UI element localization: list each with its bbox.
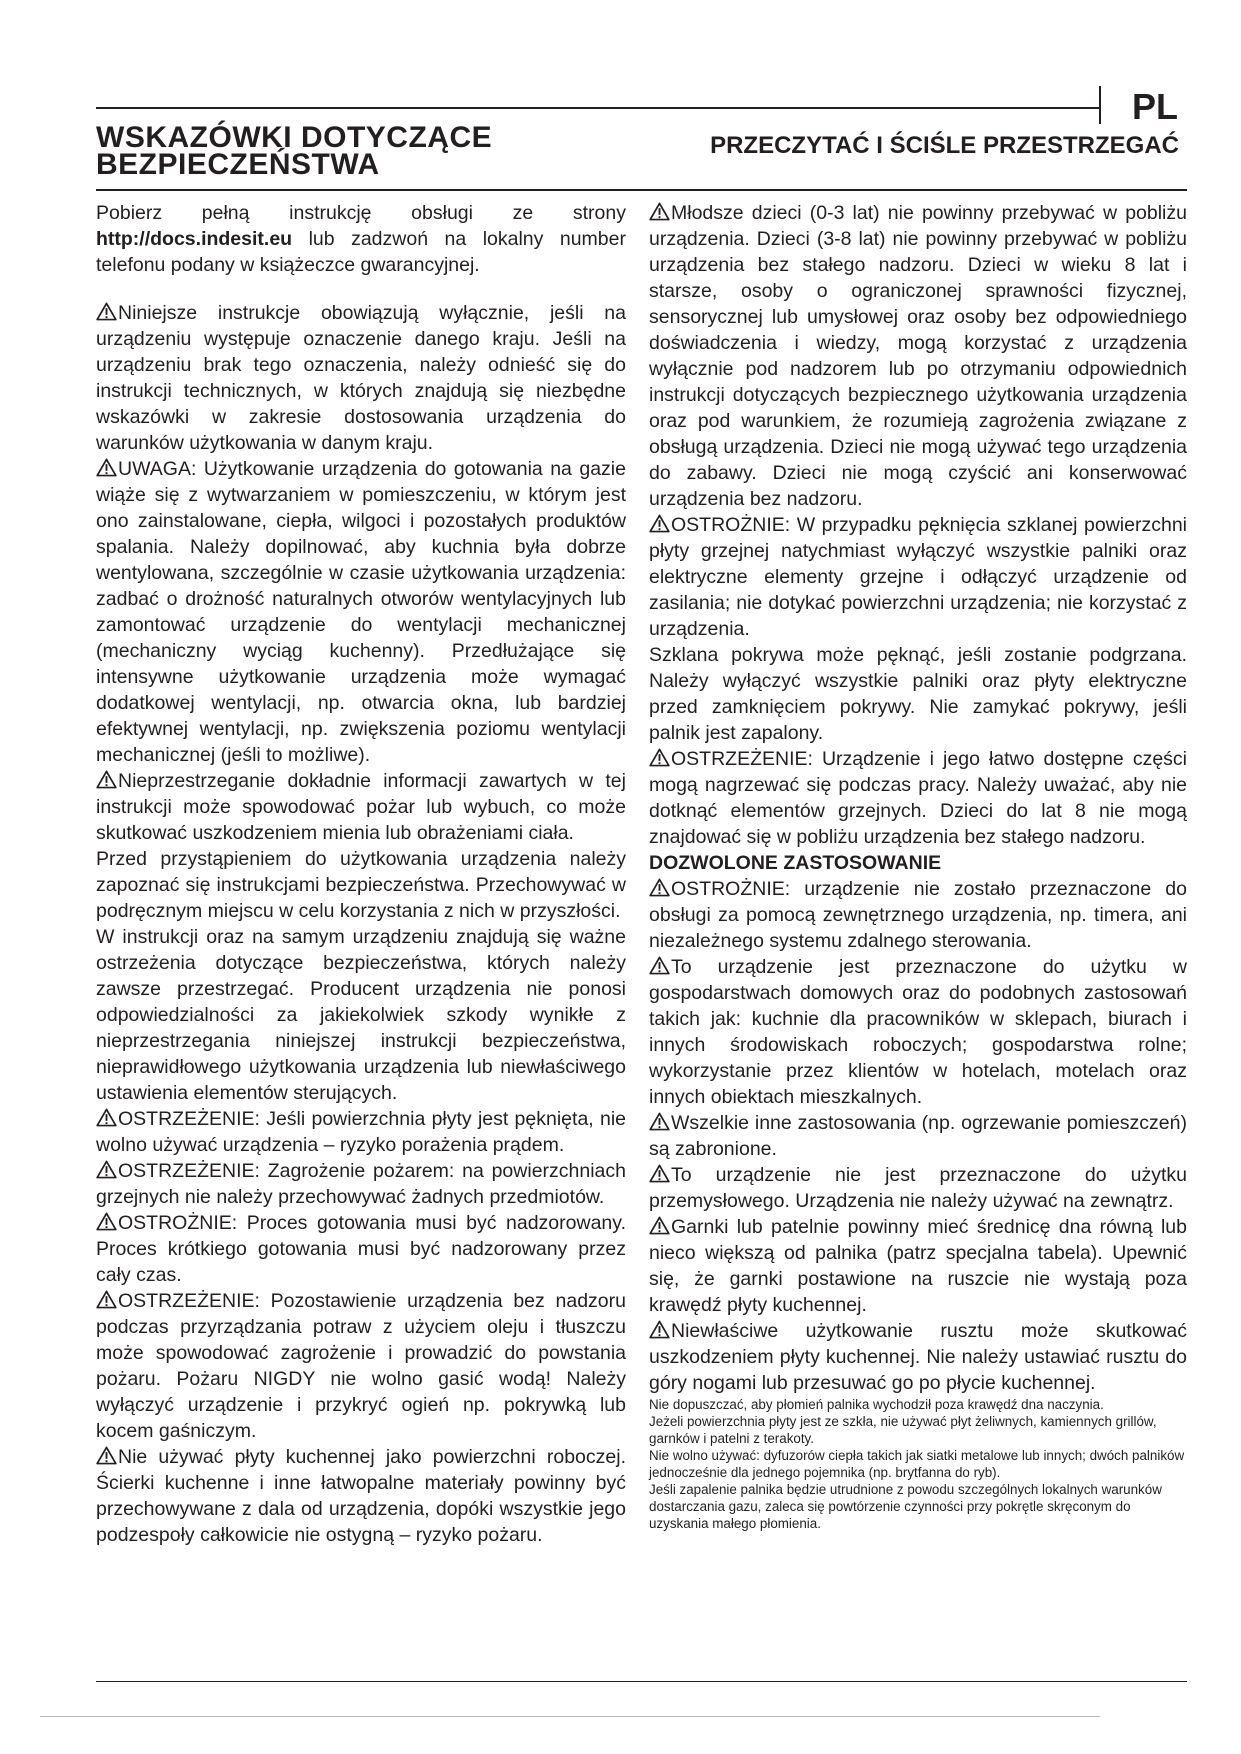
text: Nieprzestrzeganie dokładnie informacji zawartych w tej instrukcji może spowodować pożar lub wybuch, co może skutkować uszkodzeniem mienia lub obrażeniami ciała. <box>96 770 626 844</box>
docs-link[interactable]: http://docs.indesit.eu <box>96 228 293 250</box>
paragraph: Przed przystąpieniem do użytkowania urządzenia należy zapoznać się instrukcjami bezpieczeństwa. Przechowywać w podręcznym miejscu w celu korzystania z nich w przyszłości. <box>96 848 626 922</box>
text: Nie używać płyty kuchennej jako powierzchni roboczej. Ścierki kuchenne i inne łatwopalne materiały powinny być przechowywane z dala od urządzenia, dopóki wszystkie jego podzespoły całkowicie nie ostygną – ryzyko pożaru. <box>96 1446 626 1546</box>
warning-paragraph <box>96 300 626 456</box>
warning-icon <box>96 1290 117 1309</box>
text: OSTROŻNIE: urządzenie nie zostało przeznaczone do obsługi za pomocą zewnętrznego urządzenia, np. timera, ani niezależnego systemu zdalnego sterowania. <box>649 878 1187 952</box>
text: OSTROŻNIE: Proces gotowania musi być nadzorowany. Proces krótkiego gotowania musi być nadzorowany przez cały czas. <box>96 1212 626 1286</box>
warning-paragraph <box>96 456 626 768</box>
warning-icon <box>96 1212 117 1231</box>
warning-icon <box>649 1164 670 1183</box>
warning-paragraph <box>649 1110 1187 1162</box>
right-column <box>649 200 1187 1532</box>
page-subtitle: PRZECZYTAĆ I ŚCIŚLE PRZESTRZEGAĆ <box>710 132 1179 159</box>
paragraph: Szklana pokrywa może pęknąć, jeśli zostanie podgrzana. Należy wyłączyć wszystkie palniki oraz płyty elektryczne przed zamknięciem pokrywy. Nie zamykać pokrywy, jeśli palnik jest zapalony. <box>649 644 1187 744</box>
page-title-line2: BEZPIECZEŃSTWA <box>96 148 380 181</box>
bottom-rule <box>96 1681 1187 1682</box>
warning-paragraph <box>649 1162 1187 1214</box>
warning-icon <box>649 1216 670 1235</box>
paragraph: W instrukcji oraz na samym urządzeniu znajdują się ważne ostrzeżenia dotyczące bezpieczeństwa, których należy zawsze przestrzegać. Producent urządzenia nie ponosi odpowiedzialności za jakiekolwiek szkody wynikłe z nieprzestrzegania niniejszej instrukcji bezpieczeństwa, nieprawidłowego użytkowania urządzenia lub niewłaściwego ustawienia elementów sterujących. <box>96 926 626 1104</box>
text: UWAGA: Użytkowanie urządzenia do gotowania na gazie wiąże się z wytwarzaniem w pomieszczeniu, w którym jest ono zainstalowane, ciepła, wilgoci i pozostałych produktów spalania. Należy dopilnować, aby kuchnia była dobrze wentylowana, szczególnie w czasie użytkowania urządzenia: zadbać o drożność naturalnych otworów wentylacyjnych lub zamontować urządzenie do wentylacji mechanicznej (mechaniczny wyciąg kuchenny). Przedłużające się intensywne użytkowanie urządzenia może wymagać dodatkowej wentylacji, np. otwarcia okna, lub bardziej efektywnej wentylacji, np. zwiększenia poziomu wentylacji mechanicznej (jeśli to możliwe). <box>96 458 626 766</box>
text: Młodsze dzieci (0-3 lat) nie powinny przebywać w pobliżu urządzenia. Dzieci (3-8 lat) nie powinny przebywać w pobliżu urządzenia bez stałego nadzoru. Dzieci w wieku 8 lat i starsze, osoby o ograniczonej sprawności fizycznej, sensorycznej lub umysłowej oraz osoby bez odpowiedniego doświadczenia i wiedzy, mogą korzystać z urządzenia wyłącznie pod nadzorem lub po otrzymaniu odpowiednich instrukcji dotyczących bezpiecznego użytkowania urządzenia oraz pod warunkiem, że rozumieją zagrożenia związane z obsługą urządzenia. Dzieci nie mogą używać tego urządzenia do zabawy. Dzieci nie mogą czyścić ani konserwować urządzenia bez nadzoru. <box>649 202 1187 510</box>
warning-icon <box>96 302 117 321</box>
warning-icon <box>649 956 670 975</box>
page-title <box>96 121 493 181</box>
text: Niewłaściwe użytkowanie rusztu może skutkować uszkodzeniem płyty kuchennej. Nie należy ustawiać rusztu do góry nogami lub przesuwać go po płycie kuchennej. <box>649 1320 1187 1394</box>
warning-icon <box>96 1446 117 1465</box>
warning-icon <box>649 202 670 221</box>
page-title-line1: WSKAZÓWKI DOTYCZĄCE <box>96 121 493 154</box>
text: To urządzenie nie jest przeznaczone do użytku przemysłowego. Urządzenia nie należy używać na zewnątrz. <box>649 1164 1187 1212</box>
text: OSTRZEŻENIE: Jeśli powierzchnia płyty jest pęknięta, nie wolno używać urządzenia – ryzyko porażenia prądem. <box>96 1108 626 1156</box>
warning-icon <box>649 878 670 897</box>
warning-icon <box>96 458 117 477</box>
download-paragraph <box>96 200 626 278</box>
footer-line <box>40 1716 1100 1717</box>
warning-icon <box>96 770 117 789</box>
warning-paragraph <box>649 512 1187 642</box>
section-heading: DOZWOLONE ZASTOSOWANIE <box>649 852 942 874</box>
small-note: Nie wolno używać: dyfuzorów ciepła takich jak siatki metalowe lub innych; dwóch palników jednocześnie dla jednego pojemnika (np. brytfanna do ryb). <box>649 1448 1185 1480</box>
top-rule <box>96 107 1100 109</box>
text: OSTRZEŻENIE: Urządzenie i jego łatwo dostępne części mogą nagrzewać się podczas pracy. Należy uważać, aby nie dotknąć elementów grzejnych. Dzieci do lat 8 nie mogą znajdować się w pobliżu urządzenia bez stałego nadzoru. <box>649 748 1187 848</box>
warning-paragraph <box>96 1444 626 1548</box>
left-column <box>96 200 626 1548</box>
warning-paragraph <box>649 954 1187 1110</box>
text: OSTROŻNIE: W przypadku pęknięcia szklanej powierzchni płyty grzejnej natychmiast wyłączyć wszystkie palniki oraz elektryczne elementy grzejne i odłączyć urządzenie od zasilania; nie dotykać powierzchni urządzenia; nie korzystać z urządzenia. <box>649 514 1187 640</box>
warning-icon <box>649 1320 670 1339</box>
text: OSTRZEŻENIE: Zagrożenie pożarem: na powierzchniach grzejnych nie należy przechowywać żadnych przedmiotów. <box>96 1160 626 1208</box>
warning-paragraph <box>649 1214 1187 1318</box>
warning-icon <box>96 1160 117 1179</box>
small-note: Jeżeli powierzchnia płyty jest ze szkła, nie używać płyt żeliwnych, kamiennych grillów, garnków i patelni z terakoty. <box>649 1414 1157 1446</box>
header-vertical-rule <box>1099 86 1101 124</box>
text: Garnki lub patelnie powinny mieć średnicę dna równą lub nieco większą od palnika (patrz specjalna tabela). Upewnić się, że garnki postawione na ruszcie nie wystają poza krawędź płyty kuchennej. <box>649 1216 1187 1316</box>
warning-paragraph <box>96 1158 626 1210</box>
warning-paragraph <box>649 1318 1187 1396</box>
warning-paragraph <box>96 1106 626 1158</box>
warning-paragraph <box>649 876 1187 954</box>
warning-icon <box>96 1108 117 1127</box>
language-code: PL <box>1132 86 1179 127</box>
warning-paragraph <box>96 768 626 846</box>
text: Niniejsze instrukcje obowiązują wyłącznie, jeśli na urządzeniu występuje oznaczenie danego kraju. Jeśli na urządzeniu brak tego oznaczenia, należy odnieść się do instrukcji technicznych, w których znajdują się niezbędne wskazówki w zakresie dostosowania urządzenia do warunków użytkowania w danym kraju. <box>96 302 626 454</box>
warning-icon <box>649 514 670 533</box>
warning-paragraph <box>96 1210 626 1288</box>
warning-icon <box>649 748 670 767</box>
warning-paragraph <box>649 200 1187 512</box>
text: lub zadzwoń na lokalny number telefonu podany w książeczce gwarancyjnej. <box>96 228 626 276</box>
warning-paragraph <box>649 746 1187 850</box>
title-rule <box>96 189 1187 191</box>
text: To urządzenie jest przeznaczone do użytku w gospodarstwach domowych oraz do podobnych zastosowań takich jak: kuchnie dla pracowników w sklepach, biurach i innych środowiskach roboczych; gospodarstwa rolne; wykorzystanie przez klientów w hotelach, motelach oraz innych obiektach mieszkalnych. <box>649 956 1187 1108</box>
small-note: Nie dopuszczać, aby płomień palnika wychodził poza krawędź dna naczynia. <box>649 1397 1104 1412</box>
text: Pobierz pełną instrukcję obsługi ze strony <box>96 202 626 224</box>
warning-paragraph <box>96 1288 626 1444</box>
text: OSTRZEŻENIE: Pozostawienie urządzenia bez nadzoru podczas przyrządzania potraw z użyciem oleju i tłuszczu może spowodować zagrożenie i prowadzić do powstania pożaru. Pożaru NIGDY nie wolno gasić wodą! Należy wyłączyć urządzenie i przykryć ogień np. pokrywką lub kocem gaśniczym. <box>96 1290 626 1442</box>
text: Wszelkie inne zastosowania (np. ogrzewanie pomieszczeń) są zabronione. <box>649 1112 1187 1160</box>
small-note: Jeśli zapalenie palnika będzie utrudnione z powodu szczególnych lokalnych warunków dostarczania gazu, zaleca się powtórzenie czynności przy pokrętle skręconym do uzyskania małego płomienia. <box>649 1482 1162 1531</box>
warning-icon <box>649 1112 670 1131</box>
